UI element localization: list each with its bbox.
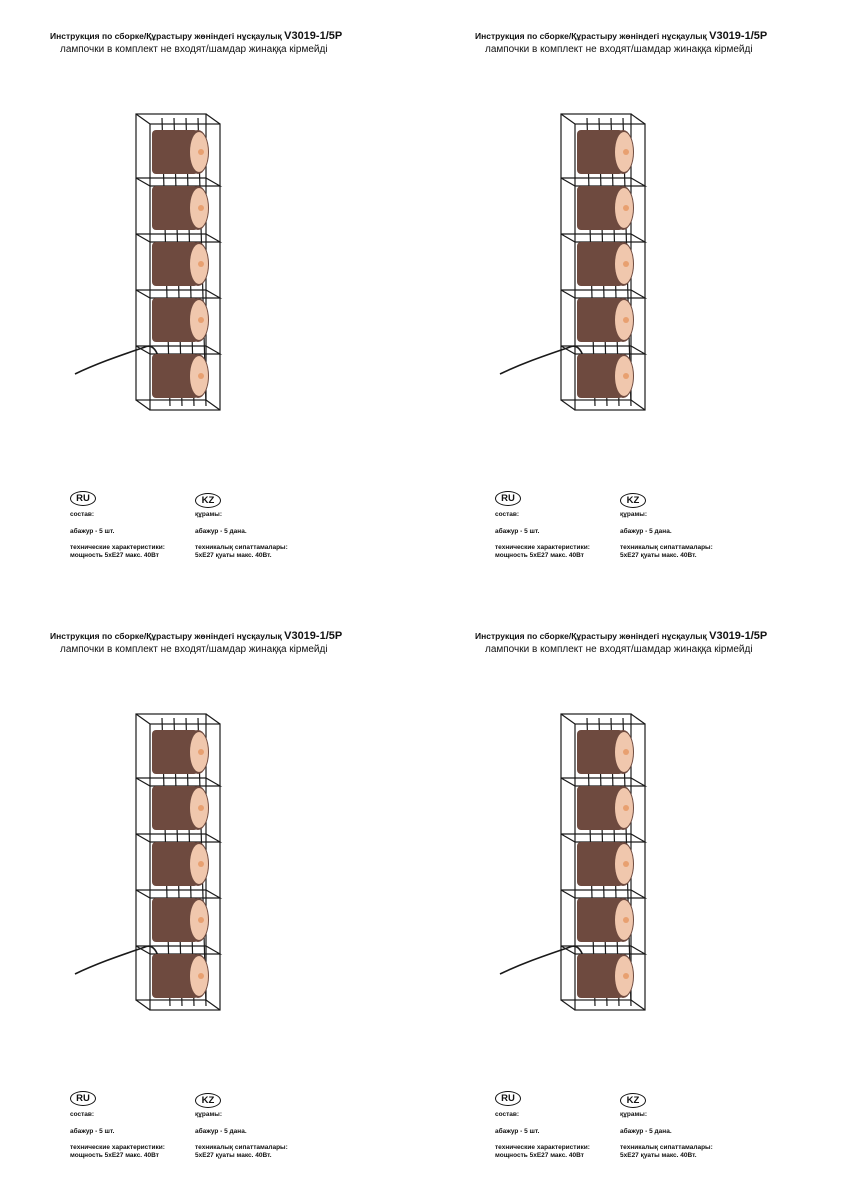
ru-language-badge: RU <box>495 1091 521 1106</box>
power-cord <box>75 346 158 374</box>
bulbs-note: лампочки в комплект не входят/шамдар жинаққа кірмейді <box>485 644 753 655</box>
ru-composition-value: абажур - 5 шт. <box>70 528 115 535</box>
ru-specs-heading: технические характеристики: <box>495 544 590 551</box>
ru-composition-heading: состав: <box>495 511 520 518</box>
instruction-title: Инструкция по сборке/Құрастыру жөніндегі нұсқаулық V3019-1/5P <box>50 630 343 642</box>
kz-language-badge: KZ <box>620 1093 646 1108</box>
lamp-shade <box>152 130 209 174</box>
lamp-shade <box>152 186 209 230</box>
instruction-panel <box>0 600 424 1200</box>
kz-specs-value: 5xE27 қуаты макс. 40Вт. <box>620 552 697 559</box>
ru-composition-value: абажур - 5 шт. <box>495 1128 540 1135</box>
kz-specs-value: 5xE27 қуаты макс. 40Вт. <box>195 1152 272 1159</box>
lamp-shade <box>152 242 209 286</box>
lamp-shade <box>152 730 209 774</box>
instruction-title: Инструкция по сборке/Құрастыру жөніндегі нұсқаулық V3019-1/5P <box>50 30 343 42</box>
kz-language-badge: KZ <box>195 493 221 508</box>
instruction-panel <box>0 0 424 600</box>
instruction-title: Инструкция по сборке/Құрастыру жөніндегі нұсқаулық V3019-1/5P <box>475 30 768 42</box>
power-cord <box>75 946 158 974</box>
ru-language-badge: RU <box>70 1091 96 1106</box>
kz-composition-value: абажур - 5 дана. <box>620 1128 672 1135</box>
bulbs-note: лампочки в комплект не входят/шамдар жинаққа кірмейді <box>485 44 753 55</box>
lamp-shade <box>577 730 634 774</box>
lamp-shade <box>152 898 209 942</box>
kz-specs-heading: техникалық сипаттамалары: <box>195 544 288 551</box>
ru-composition-heading: состав: <box>495 1111 520 1118</box>
power-cord <box>500 346 583 374</box>
ru-specs-value: мощность 5xE27 макс. 40Вт <box>70 1152 159 1159</box>
ru-specs-heading: технические характеристики: <box>70 544 165 551</box>
kz-specs-heading: техникалық сипаттамалары: <box>620 1144 713 1151</box>
ru-composition-value: абажур - 5 шт. <box>70 1128 115 1135</box>
ru-composition-value: абажур - 5 шт. <box>495 528 540 535</box>
ru-specs-value: мощность 5xE27 макс. 40Вт <box>495 552 584 559</box>
floor-lamp-illustration <box>495 110 665 415</box>
kz-composition-heading: құрамы: <box>195 1111 222 1118</box>
lamp-shade <box>152 842 209 886</box>
ru-composition-heading: состав: <box>70 511 95 518</box>
lamp-shade <box>152 786 209 830</box>
kz-language-badge: KZ <box>620 493 646 508</box>
ru-specs-value: мощность 5xE27 макс. 40Вт <box>495 1152 584 1159</box>
ru-language-badge: RU <box>70 491 96 506</box>
lamp-shade <box>577 842 634 886</box>
lamp-shade <box>152 954 209 998</box>
lamp-shade <box>577 354 634 398</box>
kz-composition-value: абажур - 5 дана. <box>195 1128 247 1135</box>
ru-specs-heading: технические характеристики: <box>70 1144 165 1151</box>
kz-composition-heading: құрамы: <box>620 1111 647 1118</box>
ru-language-badge: RU <box>495 491 521 506</box>
lamp-shade <box>577 186 634 230</box>
lamp-shade <box>577 786 634 830</box>
lamp-shade <box>577 898 634 942</box>
lamp-shade <box>577 954 634 998</box>
instruction-panel <box>425 600 849 1200</box>
kz-composition-value: абажур - 5 дана. <box>195 528 247 535</box>
kz-specs-heading: техникалық сипаттамалары: <box>620 544 713 551</box>
instruction-title: Инструкция по сборке/Құрастыру жөніндегі нұсқаулық V3019-1/5P <box>475 630 768 642</box>
model-number: V3019-1/5P <box>284 30 343 42</box>
kz-composition-value: абажур - 5 дана. <box>620 528 672 535</box>
floor-lamp-illustration <box>495 710 665 1015</box>
bulbs-note: лампочки в комплект не входят/шамдар жинаққа кірмейді <box>60 44 328 55</box>
model-number: V3019-1/5P <box>709 630 768 642</box>
kz-composition-heading: құрамы: <box>195 511 222 518</box>
ru-specs-value: мощность 5xE27 макс. 40Вт <box>70 552 159 559</box>
kz-language-badge: KZ <box>195 1093 221 1108</box>
kz-composition-heading: құрамы: <box>620 511 647 518</box>
instruction-panel <box>425 0 849 600</box>
kz-specs-heading: техникалық сипаттамалары: <box>195 1144 288 1151</box>
kz-specs-value: 5xE27 қуаты макс. 40Вт. <box>195 552 272 559</box>
bulbs-note: лампочки в комплект не входят/шамдар жинаққа кірмейді <box>60 644 328 655</box>
lamp-shade <box>577 298 634 342</box>
floor-lamp-illustration <box>70 710 240 1015</box>
ru-composition-heading: состав: <box>70 1111 95 1118</box>
model-number: V3019-1/5P <box>284 630 343 642</box>
ru-specs-heading: технические характеристики: <box>495 1144 590 1151</box>
power-cord <box>500 946 583 974</box>
lamp-shade <box>577 242 634 286</box>
lamp-shade <box>152 298 209 342</box>
lamp-shade <box>152 354 209 398</box>
lamp-shade <box>577 130 634 174</box>
kz-specs-value: 5xE27 қуаты макс. 40Вт. <box>620 1152 697 1159</box>
model-number: V3019-1/5P <box>709 30 768 42</box>
floor-lamp-illustration <box>70 110 240 415</box>
